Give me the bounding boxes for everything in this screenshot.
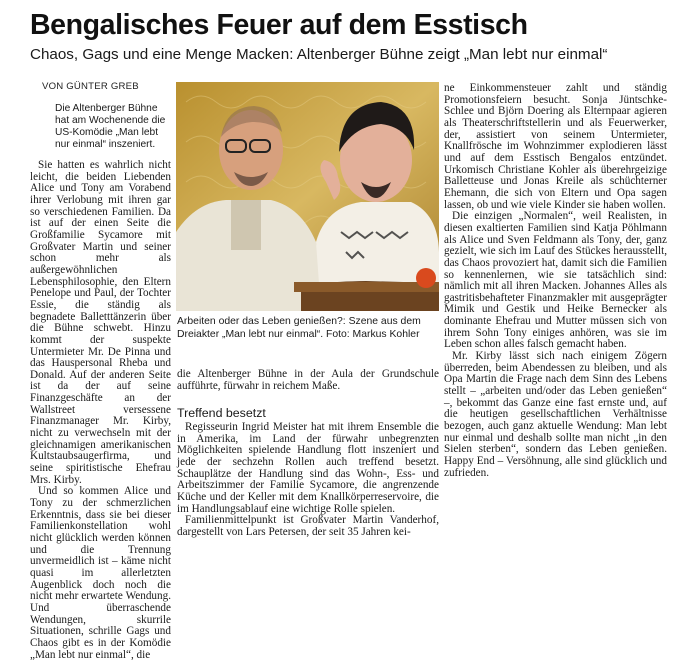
- photo-caption: Arbeiten oder das Leben genießen?: Szene aus dem Dreiakter „Man lebt nur einmal“. Foto: Markus Kohler: [177, 316, 421, 340]
- byline: VON GÜNTER GREB: [42, 81, 139, 92]
- paragraph: Regisseurin Ingrid Meister hat mit ihrem Ensemble die in Amerika, im Land der fürwahr unbegrenzten Möglichkeiten spielende Handlung flott inszeniert und jede der sechzehn Rollen auch treffend besetzt. Schauplätze der Handlung sind das Wohn-, Ess- und Arbeitszimmer der Familie Sycamore, die angrenzende Küche und der Keller mit dem Knallkörperreservoire, die im Handlungsablauf eine wichtige Rolle spielen.: [177, 421, 439, 515]
- paragraph: die Altenberger Bühne in der Aula der Grundschule aufführte, fürwahr in reichem Maße.: [177, 368, 439, 392]
- paragraph: Sie hatten es wahrlich nicht leicht, die beiden Liebenden Alice und Tony am Vorabend ihrer Verlobung mit ihren gar so verschiedenen Familien. Da ist auf der einen Seite die Großfamilie Sycamore mit Großvater Martin und seiner schon mehr als außergewöhnlichen Lebensphilosophie, den Eltern Penelope und Paul, der Tochter Essie, die ständig als begnadete Balletttänzerin über die Bühne schwebt. Hinzu kommt der suspekte Untermieter Mr. De Pinna und das Hauspersonal Rheba und Donald. Auf der anderen Seite ist da der auf seine Finanzgeschäfte an der Wallstreet versessene Finanzmanager Mr. Kirby, nicht zu verwechseln mit der gleichnamigen amerikanischen Kultstaubsaugerfirma, und seine spiritistische Ehefrau Mrs. Kirby.: [30, 159, 171, 486]
- paragraph: Familienmittelpunkt ist Großvater Martin Vanderhof, dargestellt von Lars Petersen, der seit 35 Jahren kei-: [177, 514, 439, 538]
- article-column-3: [444, 83, 667, 479]
- section-subheading: Treffend besetzt: [177, 406, 266, 420]
- paragraph: Die einzigen „Normalen“, weil Realisten, in diesen exaltierten Familien sind Katja Pöhlmann als Alice und Sven Feldmann als Tony, der, ganz gezielt, wie sich im Lauf des Stückes herausstellt, das Chaos provoziert hat, damit sich die Familien so kennenlernen, wie sie tatsächlich sind: nämlich mit all ihren Macken. Johannes Alles als gastritisbehafteter Finanzmakler mit ausgeprägter Mimik und Gestik und Heike Bernecker als dominante Ehefrau und Mutter müssen sich von ihrem Sohn Tony einiges anhören, was sie im Leben schon alles falsch gemacht haben.: [444, 210, 667, 351]
- paragraph: Und so kommen Alice und Tony zu der schmerzlichen Erkenntnis, dass sie bei dieser Familienkonstellation wohl nicht glücklich werden können und die Trennung unvermeidlich ist – käme nicht quasi im allerletzten Augenblick doch noch die nicht mehr erwartete Wendung. Und überraschende Wendungen, skurrile Situationen, schrille Gags und Chaos gibt es in der Komödie „Man lebt nur einmal“, die: [30, 485, 171, 661]
- paragraph: ne Einkommensteuer zahlt und ständig Promotionsfeiern besucht. Sonja Jüntschke-Schlee und Björn Doering als Elternpaar agieren als Theaterschriftstellerin und als Feuerwerker, der, assistiert von seinem Untermieter, Knallfrösche im Wohnzimmer explodieren lässt und auf dem Esstisch Bengalos entzündet. Urkomisch Christiane Kohler als überehrgeizige Balletteuse und Jonas Kreile als schüchterner Ehemann, die sich von Eltern und Opa sagen lassen, ob und wie viele Kinder sie haben wollen.: [444, 82, 667, 211]
- teaser: Die Altenberger Bühne hat am Wochenende die US-Komödie „Man lebt nur einmal“ inszeniert.: [55, 103, 166, 150]
- article-column-2-continuation: [177, 369, 439, 392]
- subheadline: Chaos, Gags und eine Menge Macken: Altenberger Bühne zeigt „Man lebt nur einmal“: [30, 46, 608, 63]
- article-column-2: [177, 422, 439, 539]
- article-photo: [176, 82, 439, 311]
- headline: Bengalisches Feuer auf dem Esstisch: [30, 9, 528, 41]
- paragraph: Mr. Kirby lässt sich nach einigem Zögern überreden, beim Abendessen zu bleiben, und als Opa Martin die Frage nach dem Sinn des Lebens stellt – „arbeiten und/oder das Leben genießen“ –, bekommt das Ganze eine fast ernste und, auf die heutigen gesellschaftlichen Verhältnisse bezogen, auch ganz aktuelle Wendung: Man lebt nur einmal und deshalb sollte man nicht „in den Sielen sterben“, sondern das Leben genießen. Happy End – Versöhnung, alle sind glücklich und zufrieden.: [444, 350, 667, 479]
- article-column-1: [30, 160, 171, 661]
